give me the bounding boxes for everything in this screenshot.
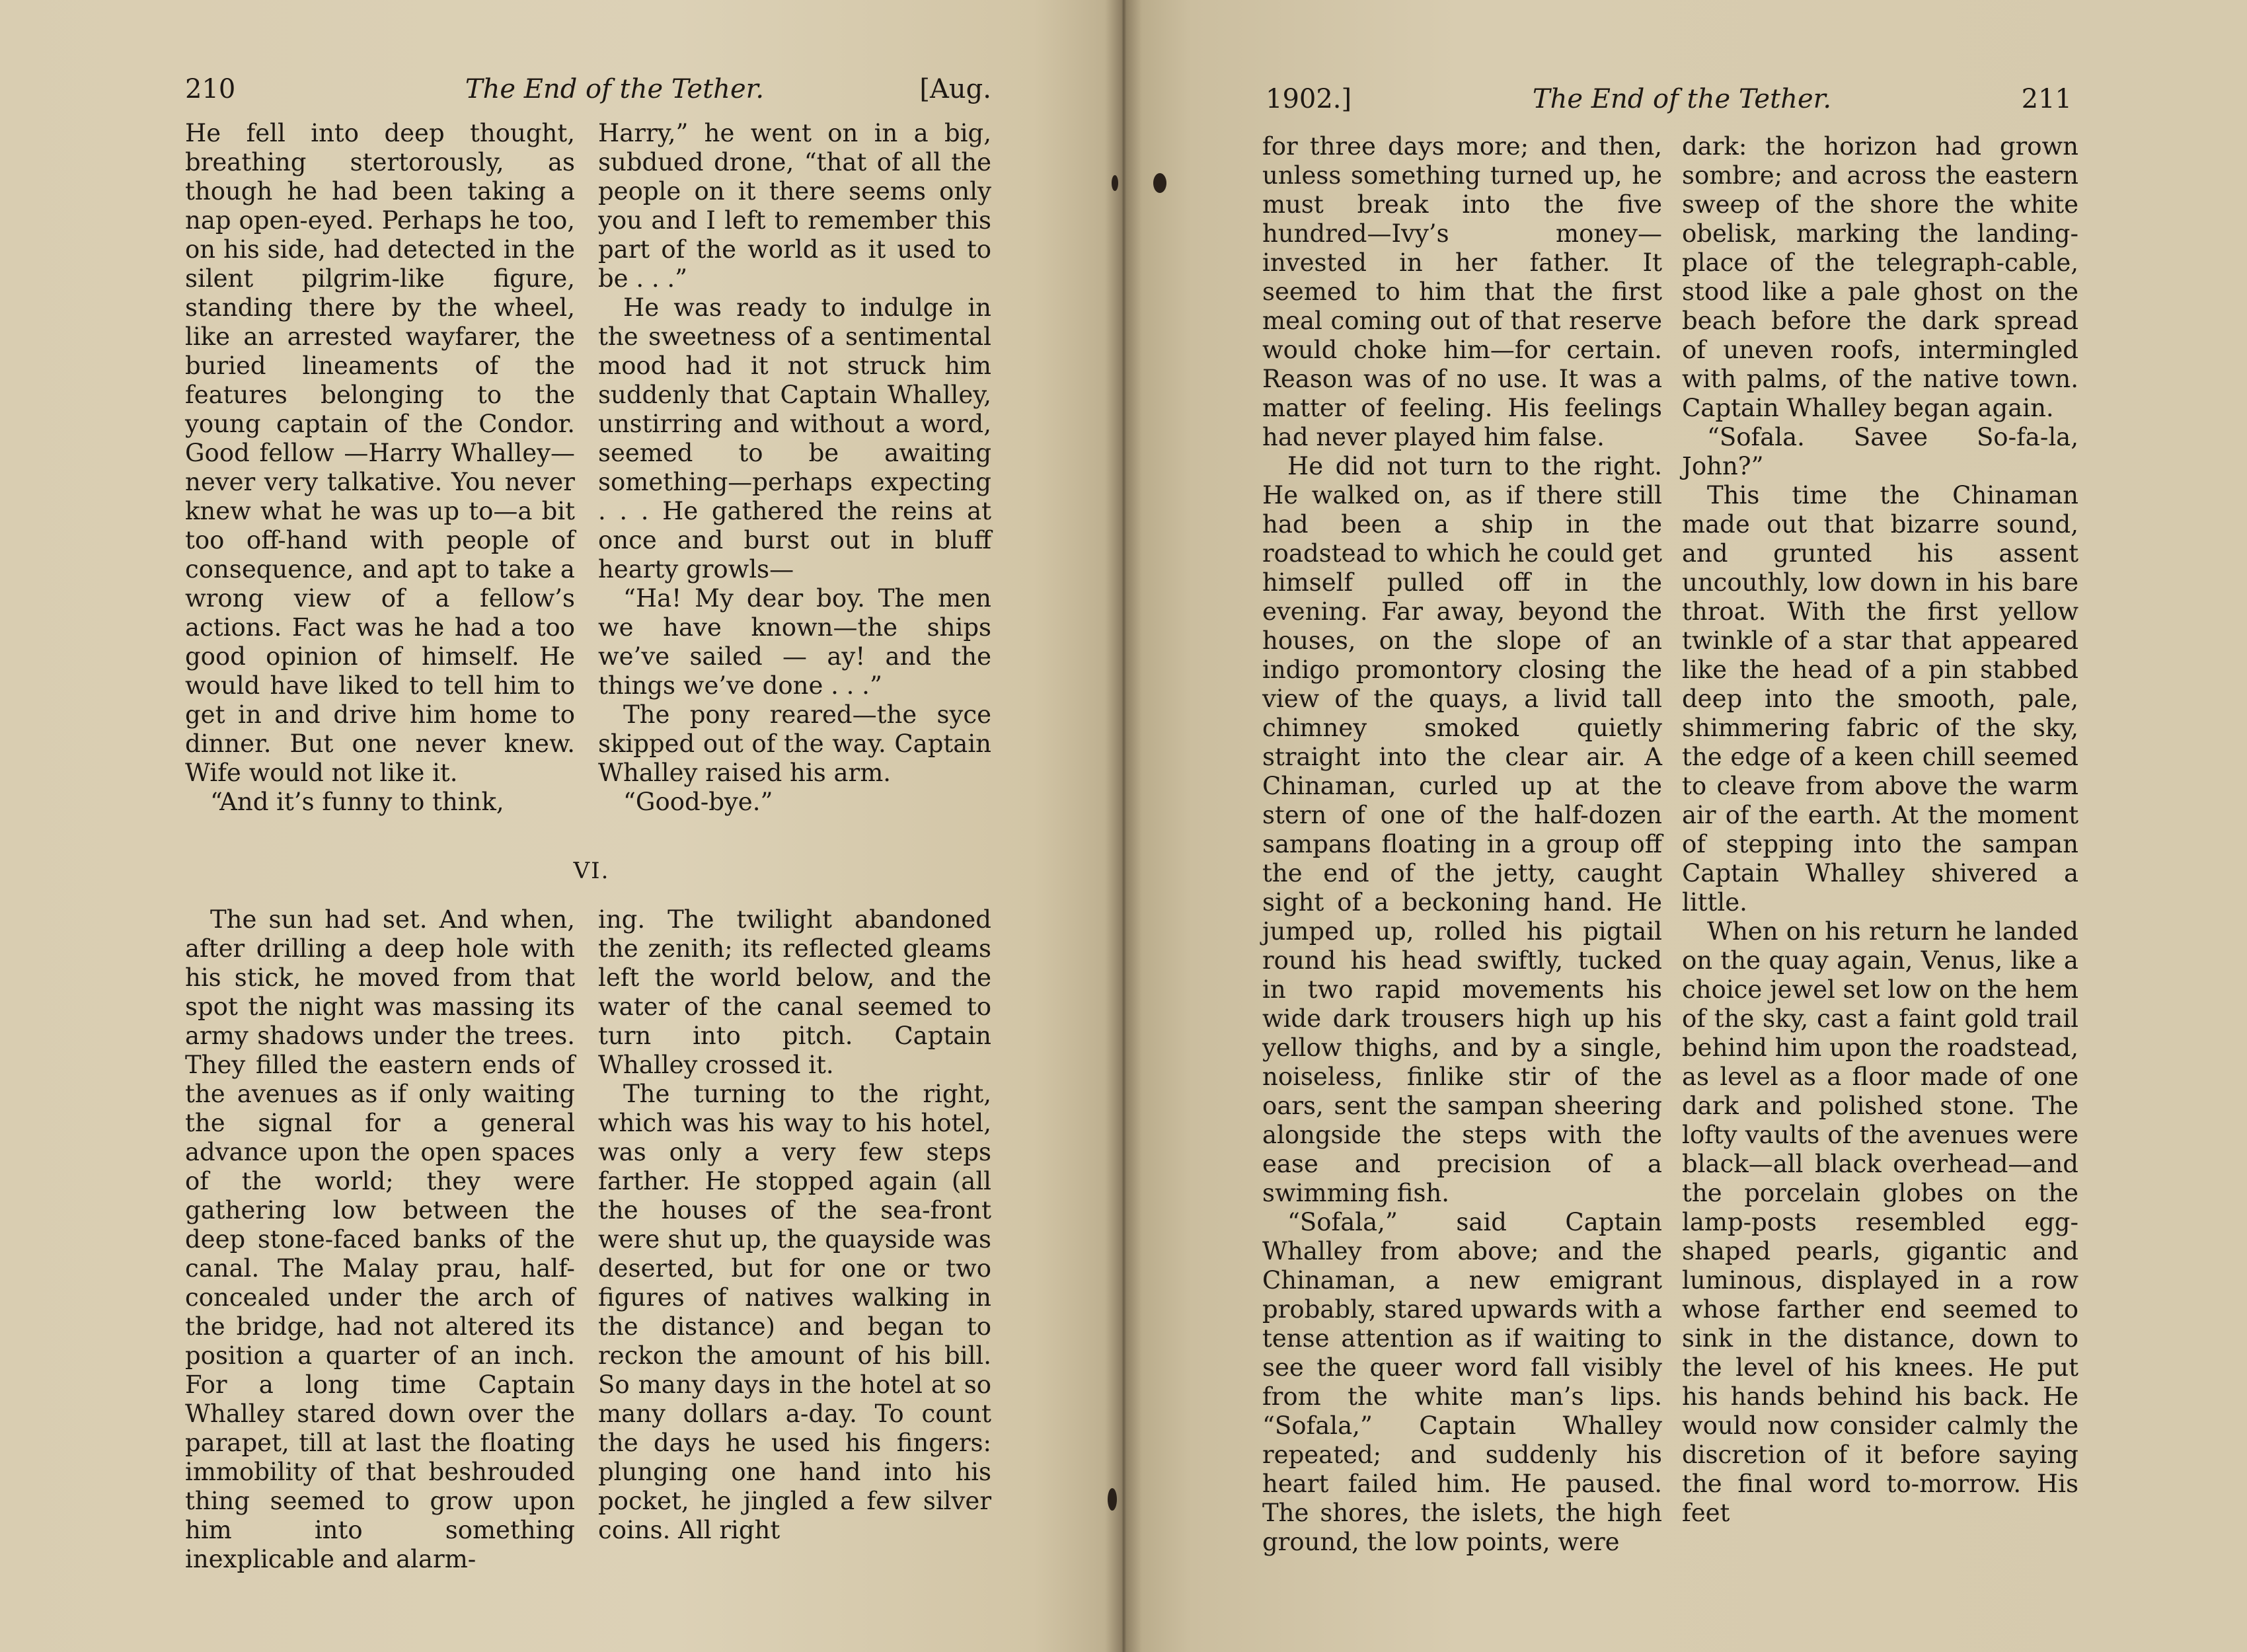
page-number: 210 (185, 74, 236, 104)
paragraph: “Sofala. Savee So-fa-la, John?” (1682, 423, 2078, 480)
date-mark: [Aug. (919, 74, 991, 104)
paragraph: “Sofala,” said Captain Whalley from above; and the Chinaman, a new emigrant probably, stared upwards with a tense attention as if waiting to see the queer word fall visibly from the white man’s lips. “Sofala,” Captain Whalley repeated; and suddenly his heart failed him. He paused. The shores, the islets, the high ground, the low points, were (1262, 1208, 1662, 1556)
running-title: The End of the Tether. (1532, 84, 1832, 114)
right-column-2 (1682, 132, 2078, 1566)
left-upper-column-1 (185, 119, 575, 819)
page-number: 211 (2021, 84, 2072, 114)
paragraph: “And it’s funny to think, (210, 788, 504, 816)
running-title: The End of the Tether. (465, 74, 765, 104)
paragraph: dark: the horizon had grown sombre; and across the eastern sweep of the shore the white obelisk, marking the landing-place of the telegraph-cable, stood like a pale ghost on the beach before the dark spread of uneven roofs, intermingled with palms, of the native town. Captain Whalley began again. (1682, 132, 2078, 422)
left-upper-column-2 (598, 119, 991, 819)
paragraph: “Ha! My dear boy. The men we have known—the ships we’ve sailed — ay! and the things we’ve done . . .” (598, 584, 991, 700)
paragraph: This time the Chinaman made out that bizarre sound, and grunted his assent uncouthly, low down in his bare throat. With the first yellow twinkle of a star that appeared like the head of a pin stabbed deep into the smooth, pale, shimmering fabric of the sky, the edge of a keen chill seemed to cleave from above the warm air of the earth. At the moment of stepping into the sampan Captain Whalley shivered a little. (1682, 481, 2078, 917)
paragraph: ing. The twilight abandoned the zenith; its reflected gleams left the world below, and the water of the canal seemed to turn into pitch. Captain Whalley crossed it. (598, 905, 991, 1079)
right-page-header (1266, 76, 2072, 122)
paragraph: The pony reared—the syce skipped out of the way. Captain Whalley raised his arm. (598, 700, 991, 787)
paragraph: The turning to the right, which was his way to his hotel, was only a very few steps farther. He stopped again (all the houses of the sea-front were shut up, the quayside was deserted, but for one or two figures of natives walking in the distance) and began to reckon the amount of his bill. So many days in the hotel at so many dollars a-day. To count the days he used his fingers: plunging one hand into his pocket, he jingled a few silver coins. All right (598, 1080, 991, 1544)
left-lower-column-1 (185, 905, 575, 1573)
paragraph: He did not turn to the right. He walked on, as if there still had been a ship in the roadstead to which he could get himself pulled off in the evening. Far away, beyond the houses, on the slope of an indigo promontory closing the view of the quays, a livid tall chimney smoked quietly straight into the clear air. A Chinaman, curled up at the stern of one of the half-dozen sampans floating in a group off the end of the jetty, caught sight of a beckoning hand. He jumped up, rolled his pigtail round his head swiftly, tucked in two rapid movements his wide dark trousers high up his yellow thighs, and by a single, noiseless, finlike stir of the oars, sent the sampan sheering alongside the steps with the ease and precision of a swimming fish. (1262, 452, 1662, 1207)
left-page-header (185, 66, 991, 112)
paragraph: When on his return he landed on the quay again, Venus, like a choice jewel set low on the hem of the sky, cast a faint gold trail behind him upon the roadstead, as level as a floor made of one dark and polished stone. The lofty vaults of the avenues were black—all black overhead—and the porcelain globes on the lamp-posts resembled egg-shaped pearls, gigantic and luminous, displayed in a row whose farther end seemed to sink in the distance, down to the level of his knees. He put his hands behind his back. He would now consider calmly the discretion of it before saying the final word to-morrow. His feet (1682, 917, 2078, 1527)
ink-speck (1153, 173, 1166, 193)
section-heading: VI. (573, 858, 610, 884)
paragraph: “Good-bye.” (623, 788, 773, 816)
ink-speck (1112, 175, 1118, 191)
date-mark: 1902.] (1266, 84, 1352, 114)
right-column-1 (1262, 132, 1662, 1566)
paragraph: The sun had set. And when, after drilling a deep hole with his stick, he moved from that spot the night was massing its army shadows under the trees. They filled the eastern ends of the avenues as if only waiting the signal for a general advance upon the open spaces of the world; they were gathering low between the deep stone-faced banks of the canal. The Malay prau, half-concealed under the arch of the bridge, had not altered its position a quarter of an inch. For a long time Captain Whalley stared down over the parapet, till at last the floating immobility of that beshrouded thing seemed to grow upon him into something inexplicable and alarm- (185, 905, 575, 1573)
left-lower-column-2 (598, 905, 991, 1553)
paragraph: for three days more; and then, unless something turned up, he must break into the five hundred—Ivy’s money—invested in her father. It seemed to him that the first meal coming out of that reserve would choke him—for certain. Reason was of no use. It was a matter of feeling. His feelings had never played him false. (1262, 132, 1662, 451)
right-page (1124, 0, 2247, 1652)
ink-speck (1108, 1488, 1117, 1511)
paragraph: He fell into deep thought, breathing stertorously, as though he had been taking a nap open-eyed. Perhaps he too, on his side, had detected in the silent pilgrim-like figure, standing there by the wheel, like an arrested wayfarer, the buried lineaments of the features belonging to the young captain of the Condor. Good fellow —Harry Whalley—never very talkative. You never knew what he was up to—a bit too off-hand with people of consequence, and apt to take a wrong view of a fellow’s actions. Fact was he had a too good opinion of himself. He would have liked to tell him to get in and drive him home to dinner. But one never knew. Wife would not like it. (185, 119, 575, 787)
paragraph: Harry,” he went on in a big, subdued drone, “that of all the people on it there seems only you and I left to remember this part of the world as it used to be . . .” (598, 119, 991, 293)
paragraph: He was ready to indulge in the sweetness of a sentimental mood had it not struck him suddenly that Captain Whalley, unstirring and without a word, seemed to be awaiting something—perhaps expecting . . . He gathered the reins at once and burst out in bluff hearty growls— (598, 293, 991, 583)
